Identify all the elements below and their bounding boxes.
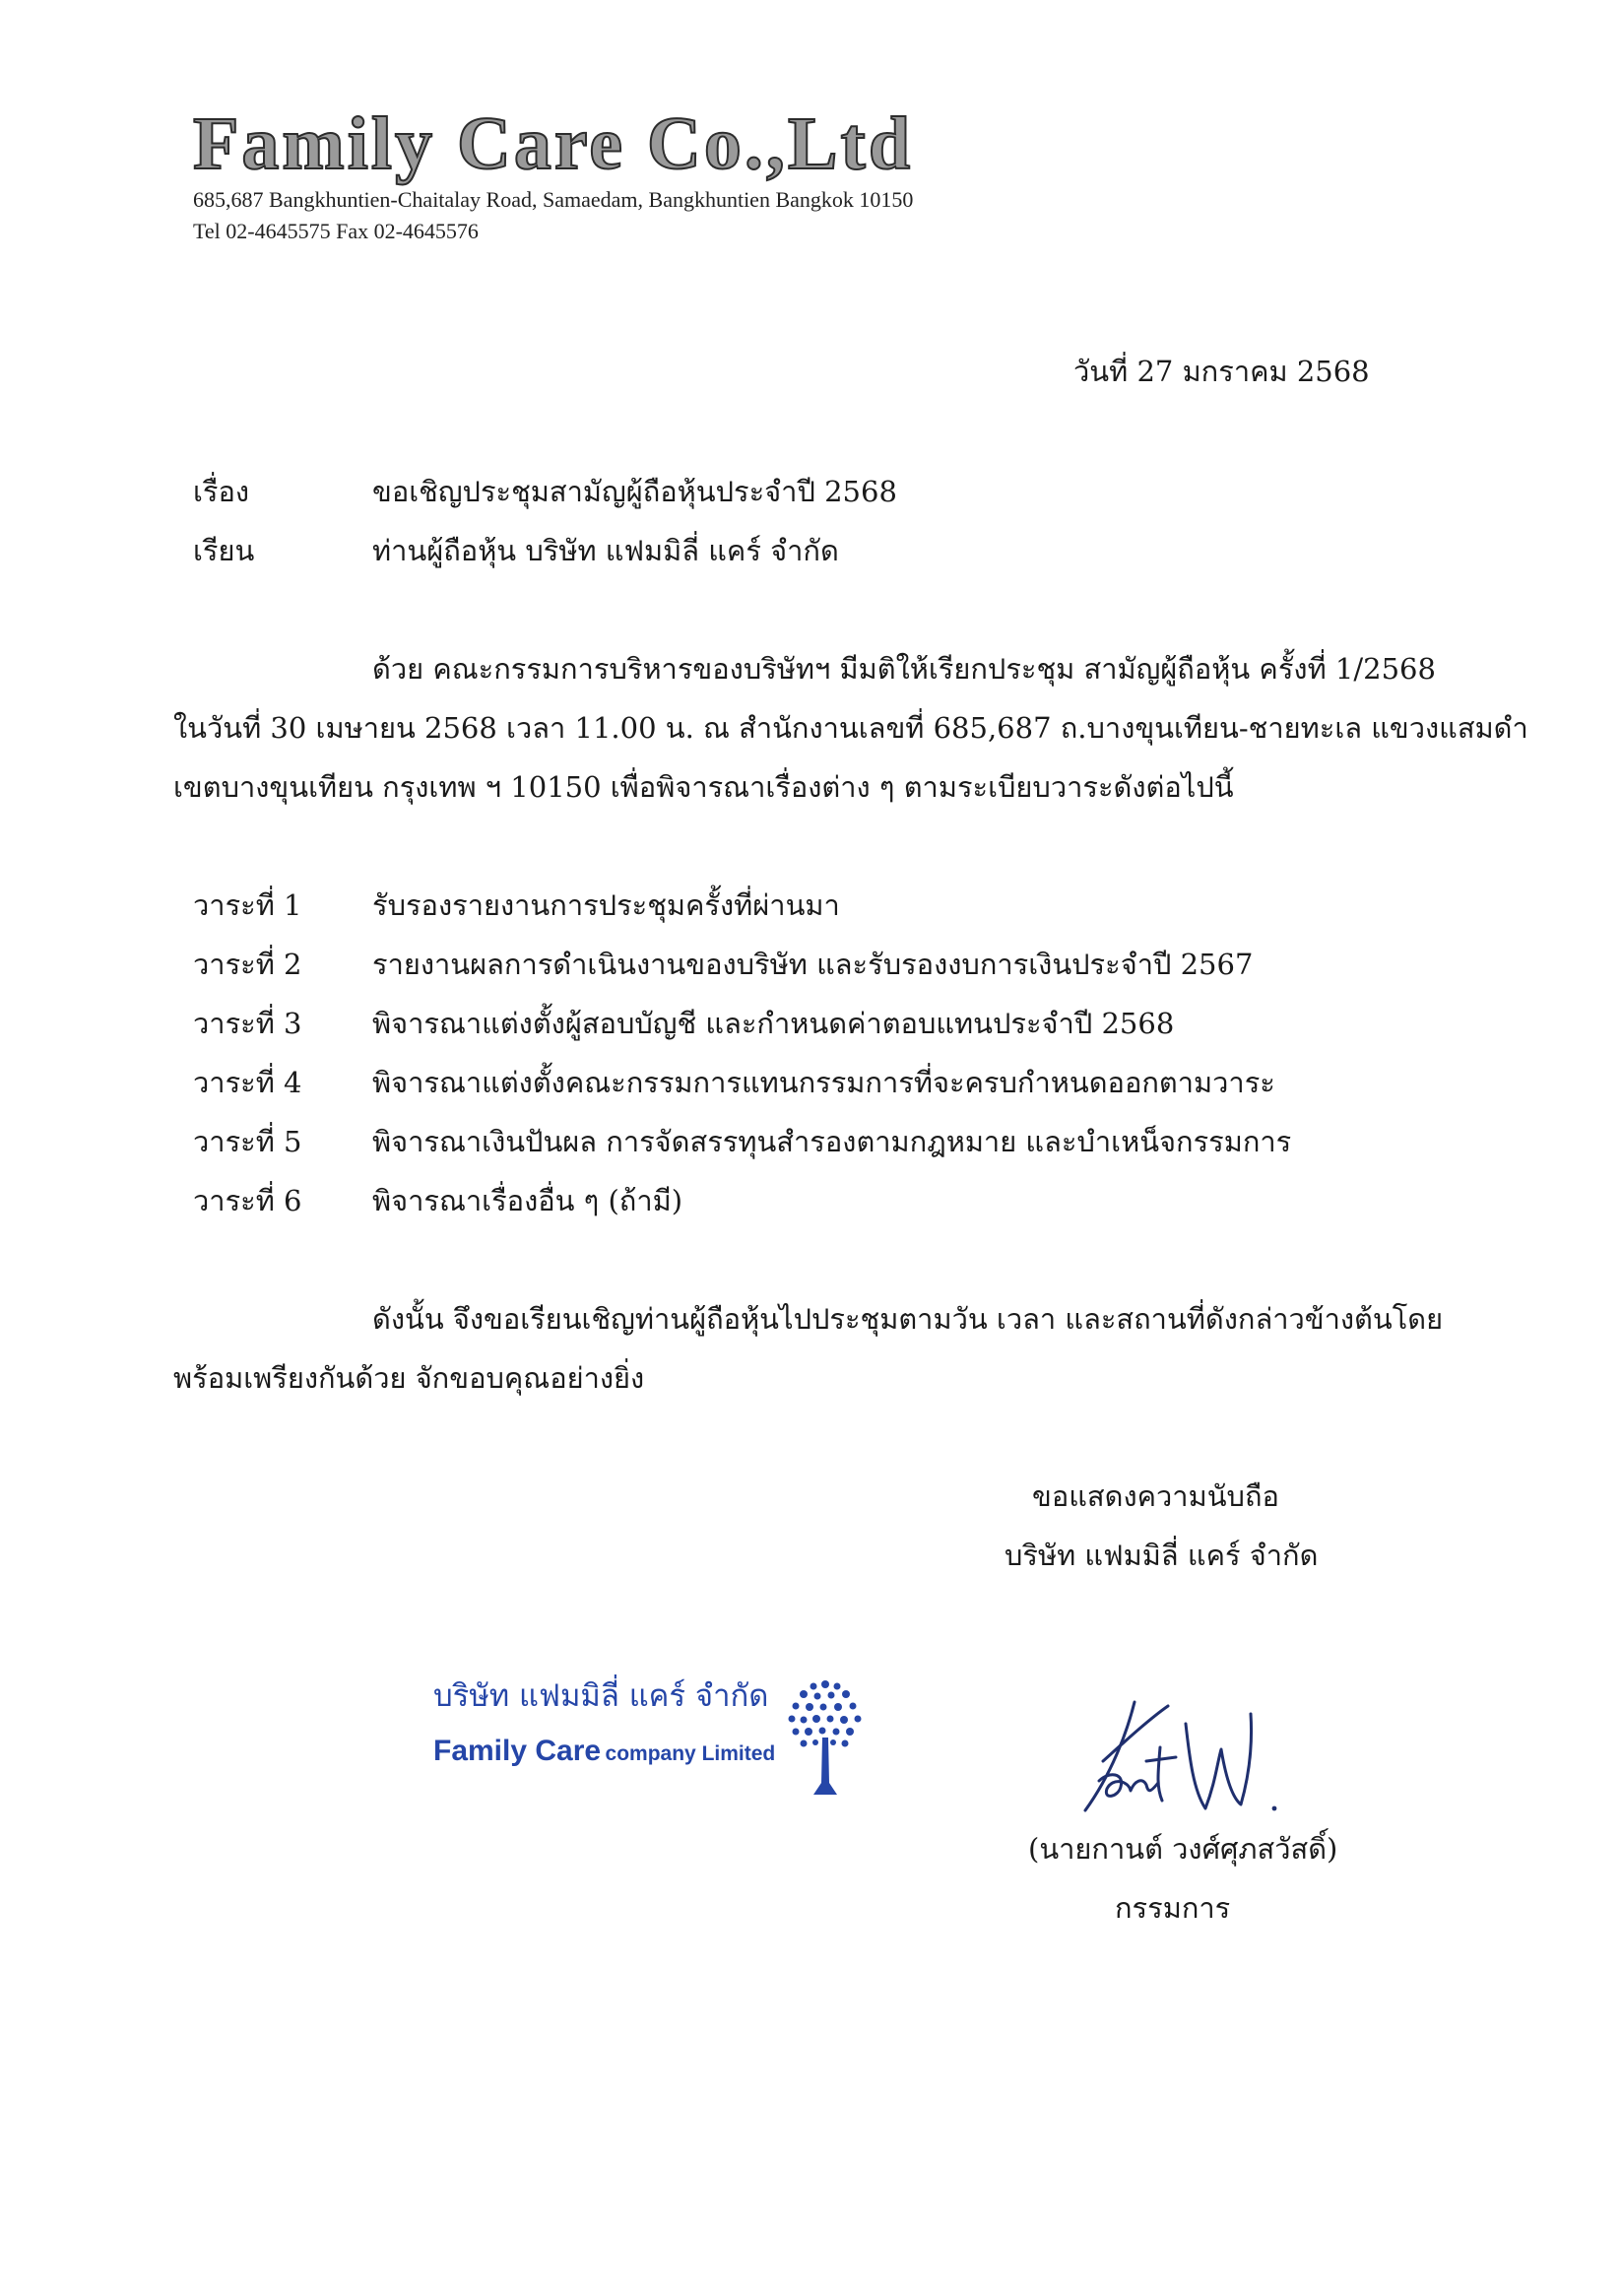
agenda-text: พิจารณาเรื่องอื่น ๆ (ถ้ามี)	[372, 1184, 683, 1217]
signer-title: กรรมการ	[1115, 1891, 1231, 1925]
closing-company: บริษัท แฟมมิลี่ แคร์ จำกัด	[1005, 1539, 1319, 1572]
closing-regards: ขอแสดงความนับถือ	[1032, 1479, 1279, 1513]
paragraph-line: พร้อมเพรียงกันด้วย จักขอบคุณอย่างยิ่ง	[173, 1361, 645, 1395]
agenda-text: พิจารณาแต่งตั้งคณะกรรมการแทนกรรมการที่จะครบกำหนดออกตามวาระ	[372, 1066, 1275, 1099]
company-address: 685,687 Bangkhuntien-Chaitalay Road, Samaedam, Bangkhuntien Bangkok 10150	[193, 187, 914, 212]
agenda-item	[193, 948, 1473, 987]
company-contact: Tel 02-4645575 Fax 02-4645576	[193, 219, 479, 243]
agenda-label: วาระที่ 2	[193, 948, 302, 981]
agenda-text: พิจารณาเงินปันผล การจัดสรรทุนสำรองตามกฎหมาย และบำเหน็จกรรมการ	[372, 1125, 1292, 1158]
agenda-item	[193, 1007, 1473, 1046]
subject-value: ขอเชิญประชุมสามัญผู้ถือหุ้นประจำปี 2568	[372, 475, 897, 508]
stamp-english-name	[433, 1734, 775, 1769]
stamp-english-suffix: company Limited	[605, 1742, 776, 1765]
paragraph-line: ด้วย คณะกรรมการบริหารของบริษัทฯ มีมติให้เรียกประชุม สามัญผู้ถือหุ้น ครั้งที่ 1/2568	[372, 652, 1436, 686]
agenda-label: วาระที่ 4	[193, 1066, 302, 1099]
agenda-label: วาระที่ 6	[193, 1184, 302, 1217]
signature-icon	[1073, 1698, 1300, 1816]
agenda-item	[193, 888, 1473, 928]
recipient-value: ท่านผู้ถือหุ้น บริษัท แฟมมิลี่ แคร์ จำกัด	[372, 534, 839, 567]
agenda-item	[193, 1184, 1473, 1223]
paragraph-line: ดังนั้น จึงขอเรียนเชิญท่านผู้ถือหุ้นไปประชุมตามวัน เวลา และสถานที่ดังกล่าวข้างต้นโดย	[372, 1302, 1444, 1336]
stamp-thai-name: บริษัท แฟมมิลี่ แคร์ จำกัด	[433, 1678, 769, 1714]
agenda-item	[193, 1125, 1473, 1164]
agenda-text: รายงานผลการดำเนินงานของบริษัท และรับรองงบการเงินประจำปี 2567	[372, 948, 1254, 981]
agenda-label: วาระที่ 3	[193, 1007, 302, 1040]
signer-name: (นายกานต์ วงศ์ศุภสวัสดิ์)	[1028, 1832, 1338, 1866]
subject-label: เรื่อง	[193, 475, 250, 508]
stamp-english-main: Family Care	[433, 1735, 602, 1767]
agenda-label: วาระที่ 1	[193, 888, 302, 922]
company-stamp	[433, 1673, 867, 1801]
agenda-text: รับรองรายงานการประชุมครั้งที่ผ่านมา	[372, 888, 840, 922]
company-name: Family Care Co.,Ltd	[193, 102, 914, 185]
agenda-label: วาระที่ 5	[193, 1125, 302, 1158]
recipient-label: เรียน	[193, 534, 255, 567]
tree-icon	[784, 1673, 867, 1799]
agenda-item	[193, 1066, 1473, 1105]
letter-date: วันที่ 27 มกราคม 2568	[1073, 355, 1370, 388]
paragraph-line: ในวันที่ 30 เมษายน 2568 เวลา 11.00 น. ณ สำนักงานเลขที่ 685,687 ถ.บางขุนเทียน-ชายทะเล แขวงแสมดำ	[173, 711, 1528, 745]
paragraph-line: เขตบางขุนเทียน กรุงเทพ ฯ 10150 เพื่อพิจารณาเรื่องต่าง ๆ ตามระเบียบวาระดังต่อไปนี้	[173, 770, 1234, 804]
agenda-text: พิจารณาแต่งตั้งผู้สอบบัญชี และกำหนดค่าตอบแทนประจำปี 2568	[372, 1007, 1175, 1040]
